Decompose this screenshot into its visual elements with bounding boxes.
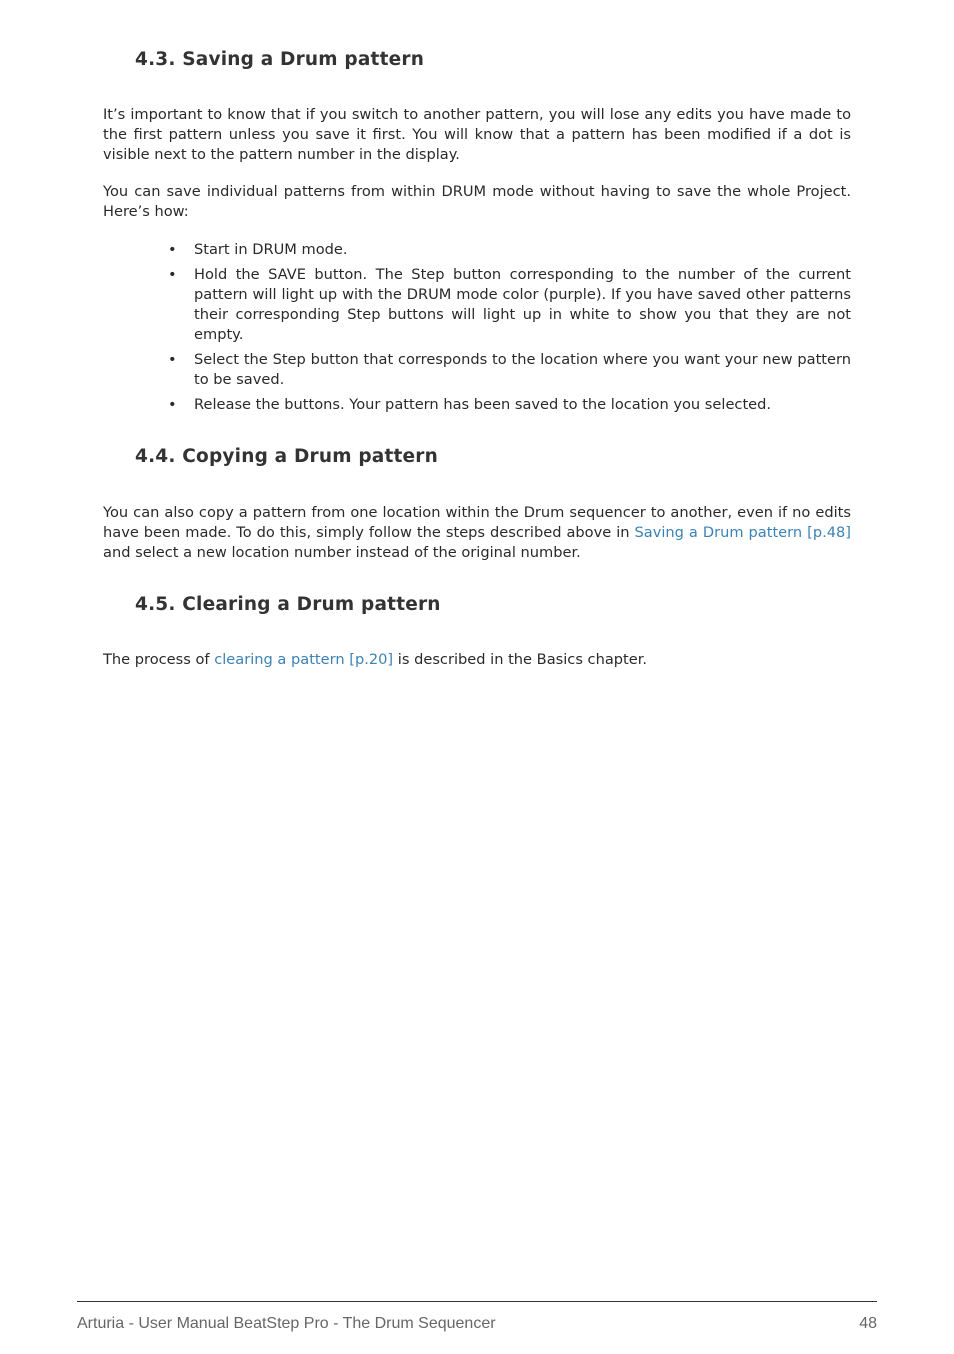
footer-title: Arturia - User Manual BeatStep Pro - The Drum Sequencer <box>77 1315 496 1332</box>
section-title: Clearing a Drum pattern <box>182 594 441 615</box>
paragraph-saving-howto: You can save individual patterns from within DRUM mode without having to save the whole Project. Here’s how: <box>103 183 851 220</box>
bullet-icon: • <box>168 396 177 413</box>
list-item <box>168 265 851 345</box>
paragraph-text: is described in the Basics chapter. <box>393 651 648 668</box>
list-item-text: Start in DRUM mode. <box>194 241 348 258</box>
bullet-icon: • <box>168 241 177 258</box>
section-heading-saving <box>135 49 424 70</box>
link-clearing-a-pattern[interactable]: clearing a pattern [p.20] <box>214 651 394 668</box>
section-number: 4.4. <box>135 446 176 467</box>
bullet-icon: • <box>168 266 177 283</box>
paragraph-text: The process of <box>103 651 215 668</box>
list-item <box>168 240 851 260</box>
link-saving-drum-pattern[interactable]: Saving a Drum pattern [p.48] <box>634 524 851 541</box>
section-number: 4.5. <box>135 594 176 615</box>
paragraph-copying <box>103 503 851 563</box>
section-heading-clearing <box>135 594 441 615</box>
page-number: 48 <box>859 1315 877 1332</box>
section-heading-copying <box>135 446 438 467</box>
paragraph-text: and select a new location number instead of the original number. <box>103 544 581 561</box>
saving-steps-list <box>168 240 851 420</box>
list-item <box>168 350 851 390</box>
bullet-icon: • <box>168 351 177 368</box>
list-item-text: Hold the SAVE button. The Step button corresponding to the number of the current pattern will light up with the DRUM mode color (purple). If you have saved other patterns their corresponding Step buttons will light up in white to show you that they are not empty. <box>194 266 851 343</box>
footer-divider <box>77 1301 877 1302</box>
list-item-text: Release the buttons. Your pattern has been saved to the location you selected. <box>194 396 772 413</box>
paragraph-text: You can also copy a pattern from one location within the Drum sequencer to another, even if no edits have been made. To do this, simply follow the steps described above in <box>103 504 851 541</box>
list-item <box>168 395 851 415</box>
paragraph-saving-intro: It’s important to know that if you switch to another pattern, you will lose any edits you have made to the first pattern unless you save it first. You will know that a pattern has been modified if a dot is visible next to the pattern number in the display. <box>103 106 851 163</box>
paragraph-clearing <box>103 650 851 670</box>
list-item-text: Select the Step button that corresponds to the location where you want your new pattern to be saved. <box>194 351 851 388</box>
section-title: Copying a Drum pattern <box>182 446 438 467</box>
section-title: Saving a Drum pattern <box>182 49 425 70</box>
section-number: 4.3. <box>135 49 176 70</box>
